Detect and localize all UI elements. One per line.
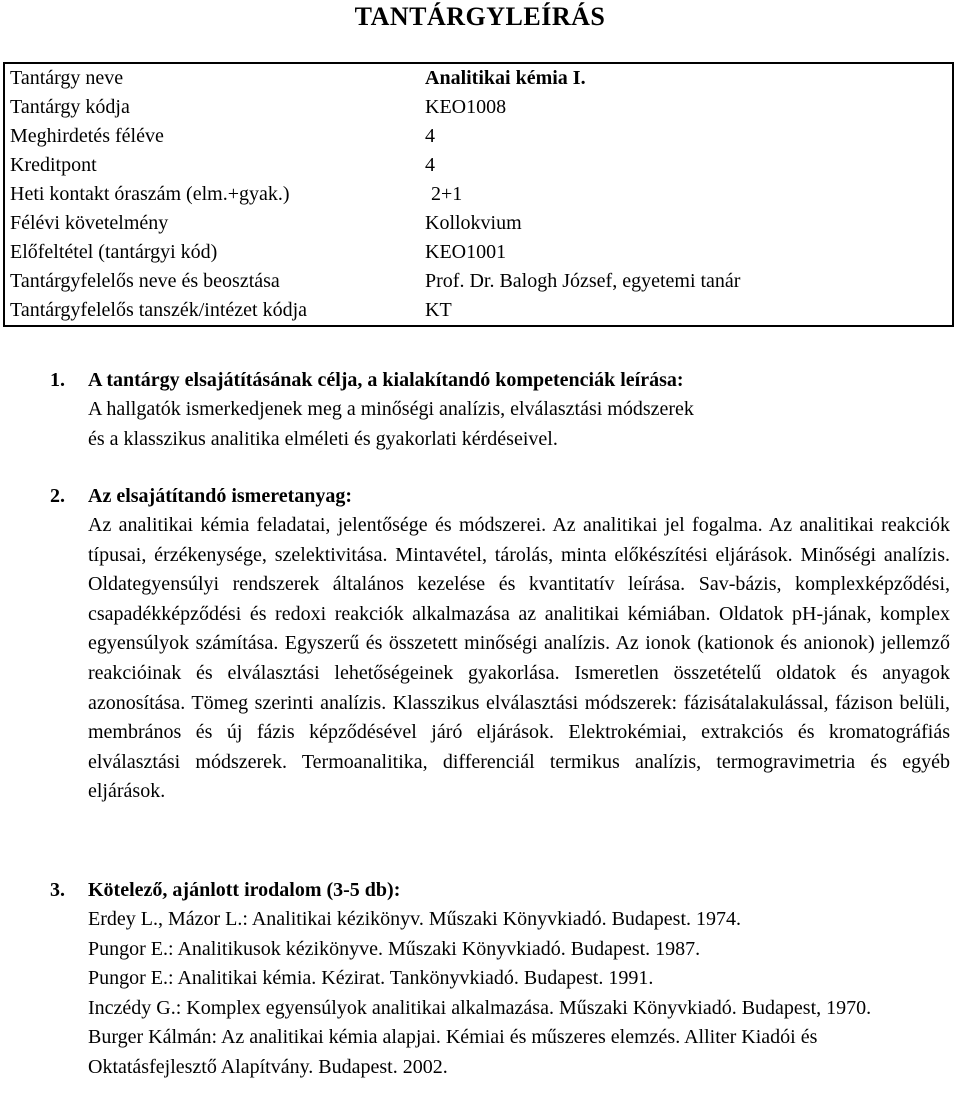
section-title: A tantárgy elsajátításának célja, a kialakítandó kompetenciák leírása: <box>88 369 684 391</box>
table-row <box>4 93 953 122</box>
table-row <box>4 180 953 209</box>
course-name-label: Tantárgy neve <box>10 67 124 89</box>
table-row <box>4 122 953 151</box>
table-row <box>4 151 953 180</box>
list-item: Burger Kálmán: Az analitikai kémia alapjai. Kémiai és műszeres elemzés. Alliter Kiadói és Oktatásfejlesztő Alapítvány. Budapest. 2002. <box>88 1026 818 1078</box>
section-content <box>50 482 950 807</box>
credit-label: Kreditpont <box>10 154 97 176</box>
requirement-label: Félévi követelmény <box>10 212 169 234</box>
list-item: Pungor E.: Analitikai kémia. Kézirat. Tankönyvkiadó. Budapest. 1991. <box>88 967 654 990</box>
prerequisite-value: KEO1001 <box>425 241 507 263</box>
section-heading <box>50 876 950 905</box>
table-row <box>4 238 953 267</box>
responsible-label: Tantárgyfelelős neve és beosztása <box>10 270 280 292</box>
section-text: Az analitikai kémia feladatai, jelentősége és módszerei. Az analitikai jel fogalma. Az analitikai reakciók típusai, érzékenysége, szelektivitása. Mintavétel, tárolás, minta előkészítési eljárások. Minőségi analízis. Oldategyensúlyi rendszerek általános kezelése és kvantitatív leírása. Sav-bázis, komplexképződési, csapadékképződési és redoxi reakciók alkalmazása az analitikai kémiában. Oldatok pH-jának, komplex egyensúlyok számítása. Egyszerű és összetett minőségi analízis. Az ionok (kationok és anionok) jellemző reakcióinak és elválasztási lehetőségeinek gyakorlása. Ismeretlen összetételű oldatok és anyagok azonosítása. Tömeg szerinti analízis. Klasszikus elválasztási módszerek: fázisátalakulással, fázison belüli, membrános és új fázis képződésével járó eljárások. Elektrokémiai, extrakciós és kromatográfiás elválasztási módszerek. Termoanalitika, differenciál termikus analízis, termogravimetria és egyéb eljárások. <box>88 514 950 803</box>
table-row <box>4 296 953 326</box>
section-literature <box>50 876 950 1083</box>
list-item: Inczédy G.: Komplex egyensúlyok analitikai alkalmazása. Műszaki Könyvkiadó. Budapest, 1970. <box>88 996 872 1019</box>
table-row <box>4 63 953 93</box>
section-goals <box>50 366 950 454</box>
reference-list <box>88 905 908 1083</box>
section-number: 3. <box>50 879 65 901</box>
contact-hours-value: 2+1 <box>431 183 463 205</box>
table-row <box>4 209 953 238</box>
section-title: Az elsajátítandó ismeretanyag: <box>88 485 353 507</box>
page-title: TANTÁRGYLEÍRÁS <box>354 2 606 31</box>
section-number: 1. <box>50 369 65 391</box>
section-number: 2. <box>50 485 65 507</box>
credit-value: 4 <box>425 154 435 176</box>
contact-hours-label: Heti kontakt óraszám (elm.+gyak.) <box>10 183 290 205</box>
course-info-table <box>3 62 954 327</box>
prerequisite-label: Előfeltétel (tantárgyi kód) <box>10 241 218 263</box>
section-heading <box>50 366 950 395</box>
department-value: KT <box>425 299 452 321</box>
semester-value: 4 <box>425 125 435 147</box>
list-item: Erdey L., Mázor L.: Analitikai kézikönyv. Műszaki Könyvkiadó. Budapest. 1974. <box>88 908 742 930</box>
section-text: A hallgatók ismerkedjenek meg a minőségi analízis, elválasztási módszerek és a klasszikus analitika elméleti és gyakorlati kérdéseivel. <box>88 398 694 450</box>
table-row <box>4 267 953 296</box>
requirement-value: Kollokvium <box>425 212 522 234</box>
section-heading <box>50 482 950 511</box>
course-name-value: Analitikai kémia I. <box>425 67 586 89</box>
list-item: Pungor E.: Analitikusok kézikönyve. Műszaki Könyvkiadó. Budapest. 1987. <box>88 937 701 960</box>
course-code-label: Tantárgy kódja <box>10 96 130 118</box>
section-title: Kötelező, ajánlott irodalom (3-5 db): <box>88 879 401 901</box>
responsible-value: Prof. Dr. Balogh József, egyetemi tanár <box>425 270 741 292</box>
department-label: Tantárgyfelelős tanszék/intézet kódja <box>10 299 308 321</box>
semester-label: Meghirdetés féléve <box>10 125 164 147</box>
course-code-value: KEO1008 <box>425 96 507 118</box>
